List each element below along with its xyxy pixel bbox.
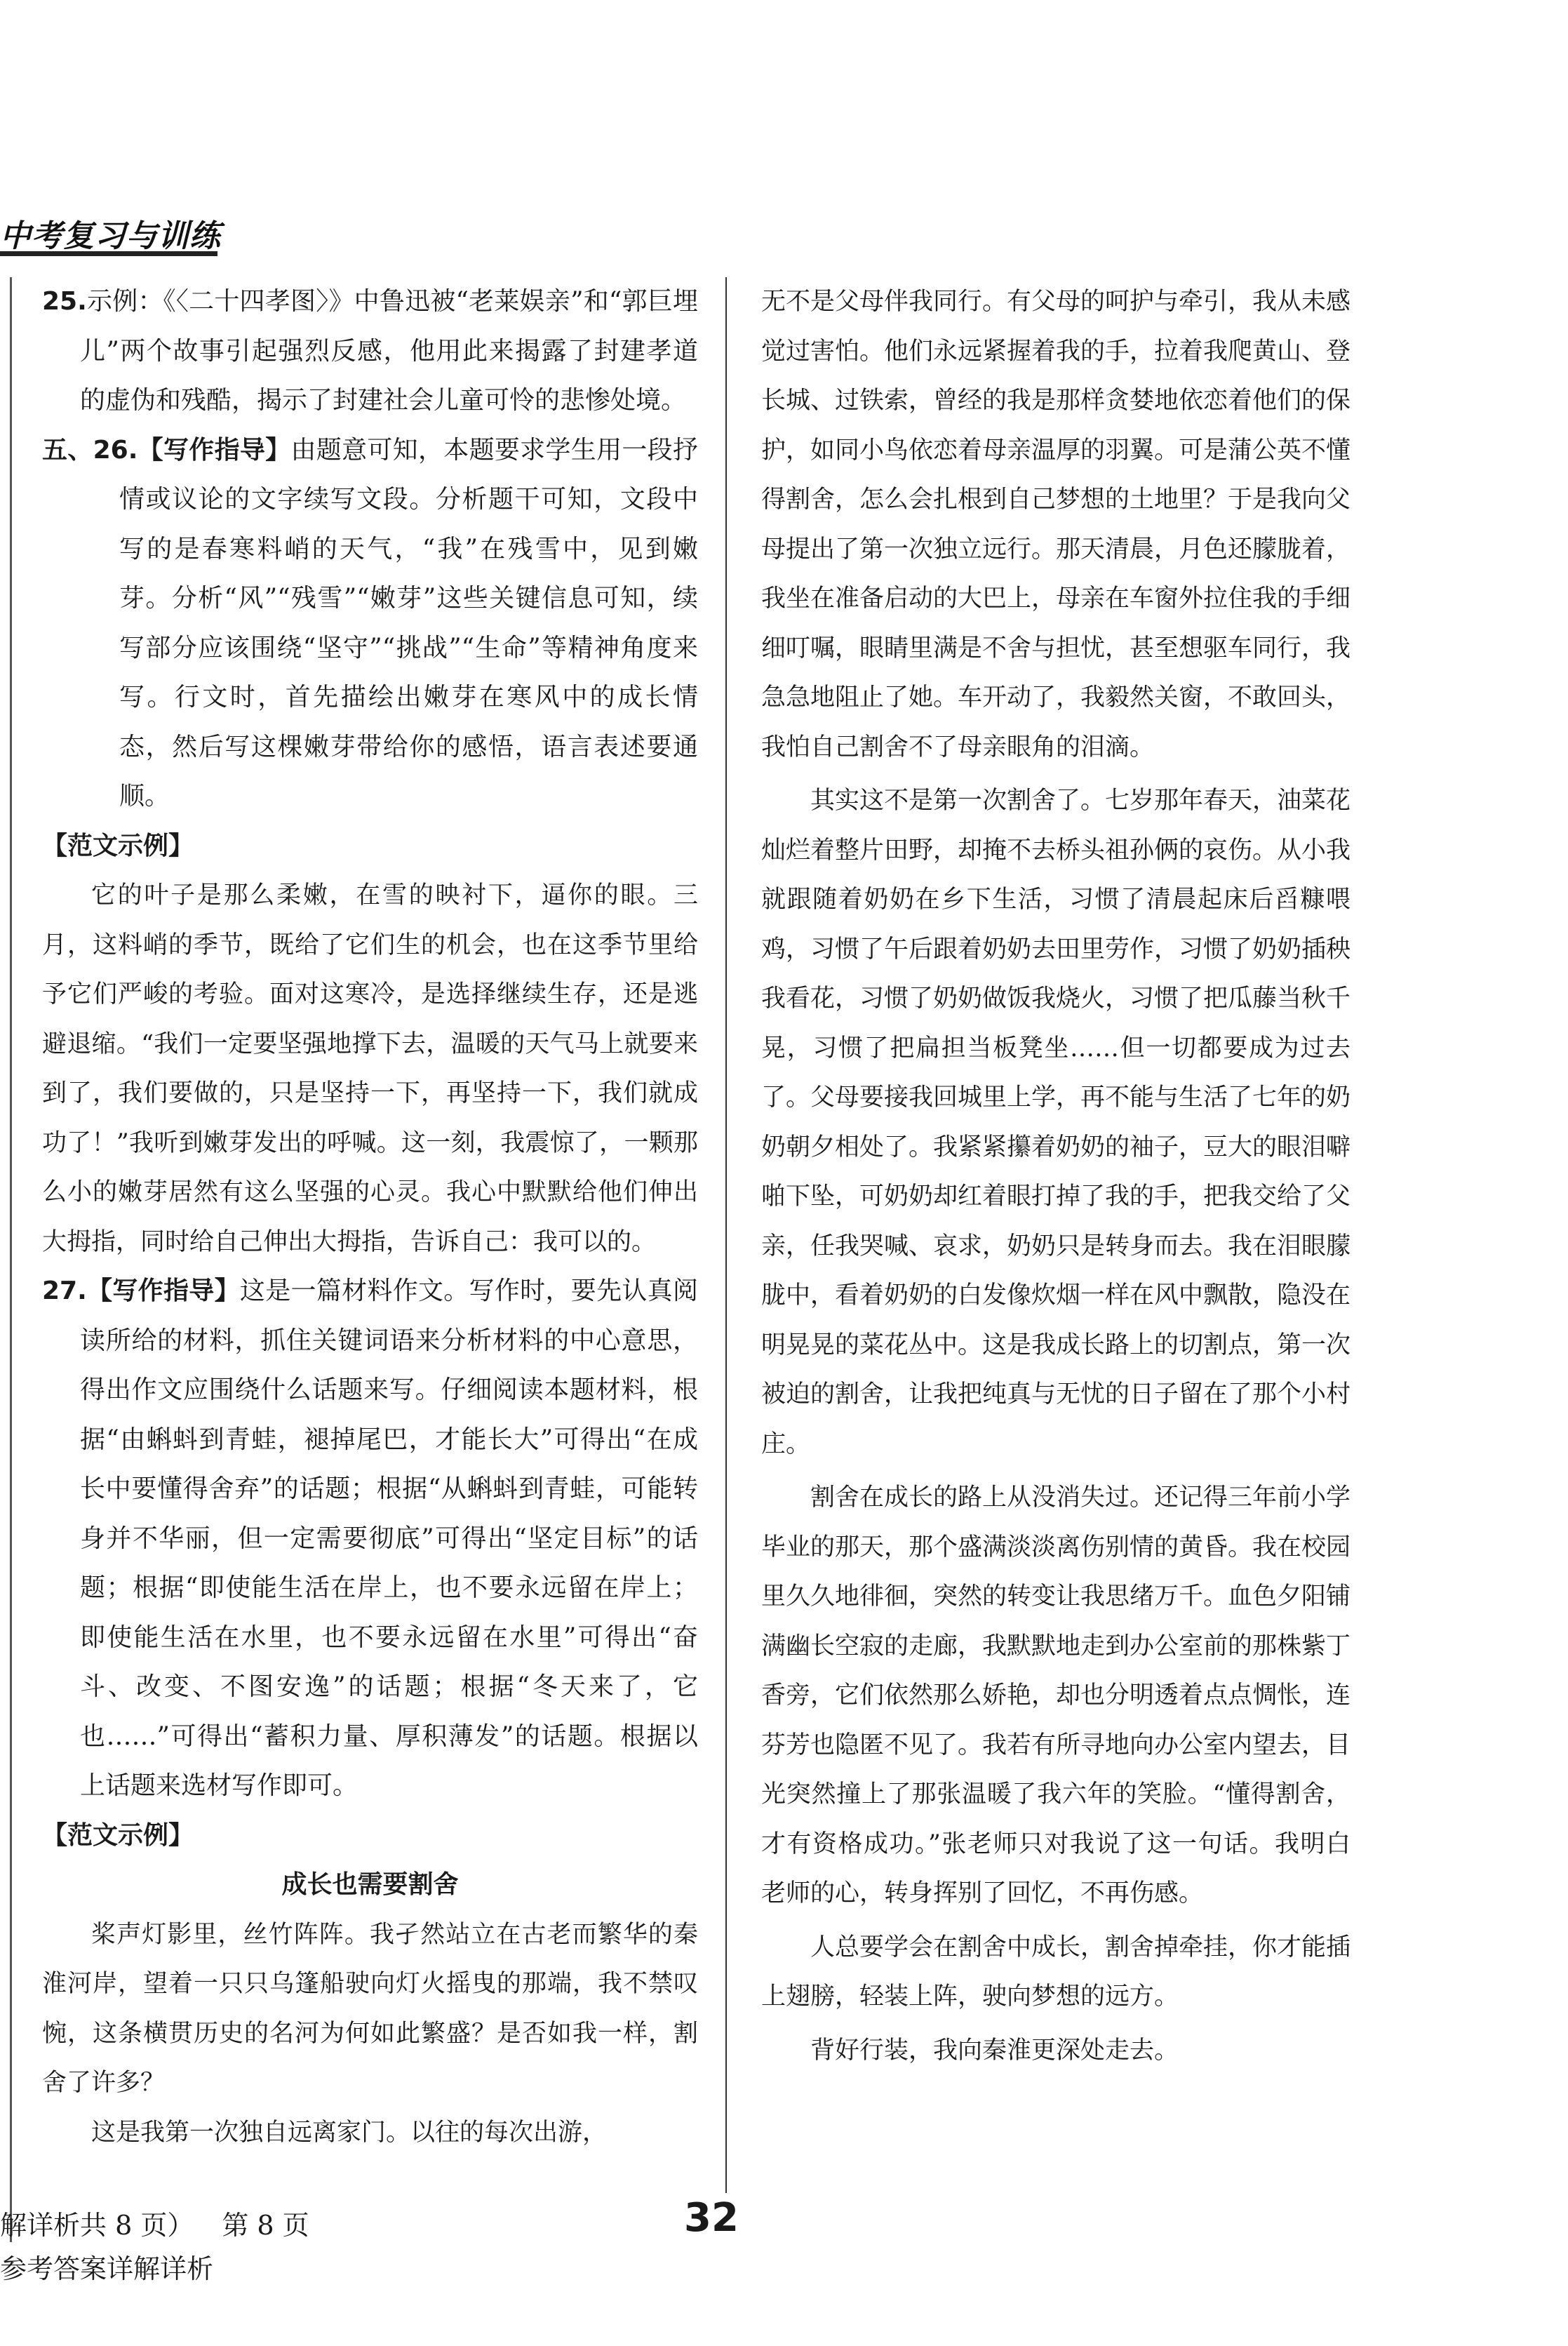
footer-page-label: 第 8 页 <box>222 2210 309 2241</box>
footer-line-1 <box>0 2204 309 2247</box>
answer-text: 示例：《〈二十四孝图〉》中鲁迅被“老莱娱亲”和“郭巨埋儿”两个故事引起强烈反感，他用此来揭露了封建孝道的虚伪和残酷，揭示了封建社会儿童可怜的悲惨处境。 <box>80 287 698 415</box>
question-number: 27. <box>42 1277 87 1305</box>
sample-essay-tag: 【范文示例】 <box>42 1820 194 1850</box>
essay-paragraph: 桨声灯影里，丝竹阵阵。我孑然站立在古老而繁华的秦淮河岸，望着一只只乌篷船驶向灯火摇曳的那端，我不禁叹惋，这条横贯历史的名河为何如此繁盛？是否如我一样，割舍了许多？ <box>42 1920 698 2097</box>
column-divider <box>725 277 727 2193</box>
page-number: 32 <box>684 2195 739 2241</box>
answer-text: 这是一篇材料作文。写作时，要先认真阅读所给的材料，抓住关键词语来分析材料的中心意思，得出作文应围绕什么话题来写。仔细阅读本题材料，根据“由蝌蚪到青蛙，褪掉尾巴，才能长大”可得出“在成长中要懂得舍弃”的话题；根据“从蝌蚪到青蛙，可能转身并不华丽，但一定需要彻底”可得出“坚定目标”的话题；根据“即使能生活在岸上，也不要永远留在岸上；即使能生活在水里，也不要永远留在水里”可得出“奋斗、改变、不图安逸”的话题；根据“冬天来了，它也……”可得出“蓄积力量、厚积薄发”的话题。根据以上话题来选材写作即可。 <box>80 1277 698 1800</box>
header-title: 中考复习与训练 <box>0 218 221 254</box>
footer-range: 解详析共 8 页） <box>0 2210 194 2241</box>
left-margin-rule <box>10 277 12 2242</box>
essay-title: 成长也需要割舍 <box>281 1870 459 1899</box>
writing-guide-tag: 【写作指导】 <box>138 435 291 465</box>
essay-paragraph: 割舍在成长的路上从没消失过。还记得三年前小学毕业的那天，那个盛满淡淡离伤别情的黄昏。我在校园里久久地徘徊，突然的转变让我思绪万千。血色夕阳铺满幽长空寂的走廊，我默默地走到办公室前的那株紫丁香旁，它们依然那么娇艳，却也分明透着点点惆怅，连芬芳也隐匿不见了。我若有所寻地向办公室内望去，目光突然撞上了那张温暖了我六年的笑脸。“懂得割舍，才有资格成功。”张老师只对我说了这一句话。我明白老师的心，转身挥别了回忆，不再伤感。 <box>761 1484 1351 1907</box>
sample-essay-tag: 【范文示例】 <box>42 831 194 860</box>
essay-paragraph-continued: 无不是父母伴我同行。有父母的呵护与牵引，我从未感觉过害怕。他们永远紧握着我的手，拉着我爬黄山、登长城、过铁索，曾经的我是那样贪婪地依恋着他们的保护，如同小鸟依恋着母亲温厚的羽翼。可是蒲公英不懂得割舍，怎么会扎根到自己梦想的土地里？于是我向父母提出了第一次独立远行。那天清晨，月色还朦胧着，我坐在准备启动的大巴上，母亲在车窗外拉住我的手细细叮嘱，眼睛里满是不舍与担忧，甚至想驱车同行，我急急地阻止了她。车开动了，我毅然关窗，不敢回头，我怕自己割舍不了母亲眼角的泪滴。 <box>761 288 1351 761</box>
writing-guide-tag: 【写作指导】 <box>86 1277 240 1305</box>
footer-line-2: 参考答案详解详析 <box>0 2253 214 2284</box>
essay-paragraph: 人总要学会在割舍中成长，割舍掉牵挂，你才能插上翅膀，轻装上阵，驶向梦想的远方。 <box>761 1933 1351 2011</box>
right-column <box>761 277 1351 2075</box>
answer-text: 由题意可知，本题要求学生用一段抒情或议论的文字续写文段。分析题干可知，文段中写的是春寒料峭的天气，“我”在残雪中，见到嫩芽。分析“风”“残雪”“嫩芽”这些关键信息可知，续写部分应该围绕“坚守”“挑战”“生命”等精神角度来写。行文时，首先描绘出嫩芽在寒风中的成长情态，然后写这棵嫩芽带给你的感悟，语言表述要通顺。 <box>119 435 698 811</box>
essay-paragraph: 其实这不是第一次割舍了。七岁那年春天，油菜花灿烂着整片田野，却掩不去桥头祖孙俩的哀伤。从小我就跟随着奶奶在乡下生活，习惯了清晨起床后舀糠喂鸡，习惯了午后跟着奶奶去田里劳作，习惯了奶奶插秧我看花，习惯了奶奶做饭我烧火，习惯了把瓜藤当秋千晃，习惯了把扁担当板凳坐……但一切都要成为过去了。父母要接我回城里上学，再不能与生活了七年的奶奶朝夕相处了。我紧紧攥着奶奶的袖子，豆大的眼泪噼啪下坠，可奶奶却红着眼打掉了我的手，把我交给了父亲，任我哭喊、哀求，奶奶只是转身而去。我在泪眼朦胧中，看着奶奶的白发像炊烟一样在风中飘散，隐没在明晃晃的菜花丛中。这是我成长路上的切割点，第一次被迫的割舍，让我把纯真与无忧的日子留在了那个小村庄。 <box>761 787 1351 1458</box>
essay-paragraph: 这是我第一次独自远离家门。以往的每次出游， <box>91 2118 608 2147</box>
question-number: 25. <box>42 287 87 316</box>
answer-26 <box>42 426 698 822</box>
footer <box>0 2204 309 2291</box>
left-column <box>42 277 698 2157</box>
answer-27 <box>42 1267 698 1811</box>
sample-essay-26: 它的叶子是那么柔嫩，在雪的映衬下，逼你的眼。三月，这料峭的季节，既给了它们生的机会，也在这季节里给予它们严峻的考验。面对这寒冷，是选择继续生存，还是逃避退缩。“我们一定要坚强地撑下去，温暖的天气马上就要来到了，我们要做的，只是坚持一下，再坚持一下，我们就成功了！”我听到嫩芽发出的呼喊。这一刻，我震惊了，一颗那么小的嫩芽居然有这么坚强的心灵。我心中默默给他们伸出大拇指，同时给自己伸出大拇指，告诉自己：我可以的。 <box>42 881 698 1256</box>
answer-25 <box>42 277 698 426</box>
essay-paragraph: 背好行装，我向秦淮更深处走去。 <box>810 2036 1179 2065</box>
question-number: 五、26. <box>42 435 138 465</box>
